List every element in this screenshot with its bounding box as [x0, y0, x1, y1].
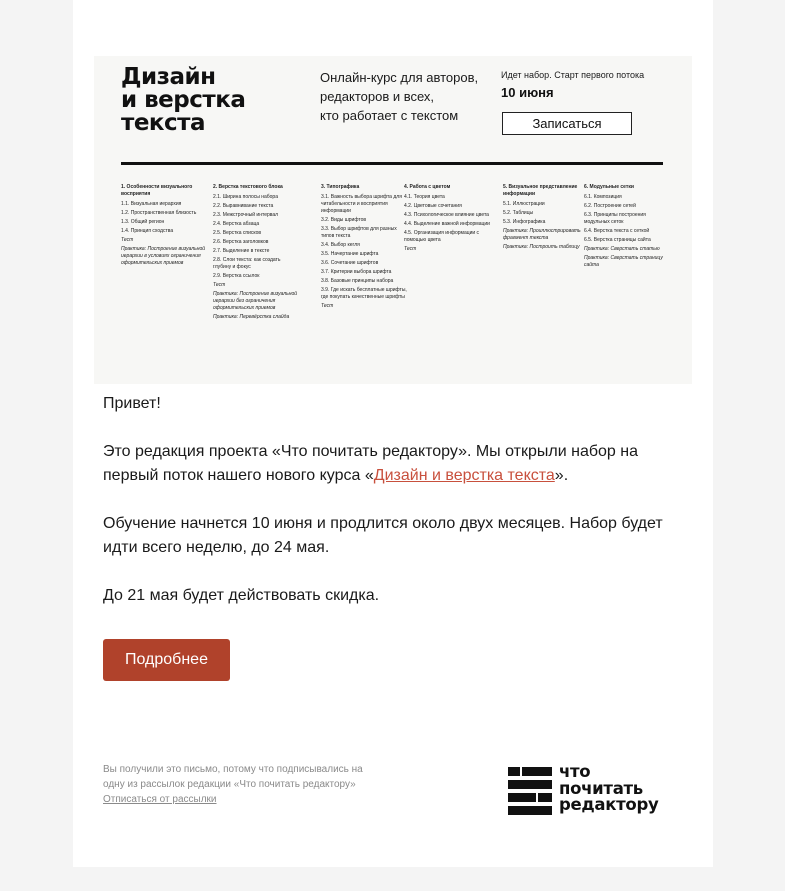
course-banner[interactable] [94, 56, 692, 384]
curriculum-item: Тест [213, 282, 226, 288]
banner-divider [121, 162, 663, 165]
banner-title [121, 66, 245, 135]
email-card [73, 0, 713, 867]
curriculum-item: 6.1. Композиция [584, 194, 622, 200]
curriculum-item: 6.5. Верстка страницы сайта [584, 237, 651, 243]
course-link[interactable]: Дизайн и верстка текста [373, 467, 555, 484]
curriculum-item: 1.2. Пространственная близость [121, 210, 197, 216]
curriculum-column-title: 1. Особенности визуального восприятия [121, 184, 193, 197]
curriculum-item: 4.4. Выделение важной информации [404, 221, 490, 227]
curriculum-column [121, 184, 207, 269]
greeting-text: Привет! [103, 395, 161, 412]
curriculum-item: 5.3. Инфографика [503, 219, 546, 225]
curriculum-column-title: 6. Модульные сетки [584, 184, 634, 190]
banner-title-line: текста [121, 110, 206, 136]
curriculum-column [584, 184, 670, 271]
curriculum-item: 5.2. Таблицы [503, 210, 534, 216]
curriculum-item: Практика: Перевёрстка слайда [213, 314, 290, 320]
curriculum-item: Практика: Построить таблицу [503, 244, 580, 250]
subscription-reason-text: Вы получили это письмо, потому что подписывались на одну из рассылок редакции «Что почитать редактору» [103, 764, 363, 790]
more-info-button[interactable]: Подробнее [103, 639, 230, 681]
discount-paragraph: До 21 мая будет действовать скидка. [103, 587, 380, 604]
curriculum-column-title: 2. Верстка текстового блока [213, 184, 283, 190]
schedule-paragraph: Обучение начнется 10 июня и продлится около двух месяцев. Набор будет идти всего неделю, до 24 мая. [103, 515, 663, 556]
curriculum-item: Практика: Сверстать страницу сайта [584, 255, 663, 268]
curriculum-item: Практика: Построение визуальной иерархии без ограничения оформительских приемов [213, 291, 298, 311]
curriculum-item: Практика: Сверстать статью [584, 246, 660, 252]
logo-line: что [559, 762, 591, 781]
curriculum-item: 3.9. Где искать бесплатные шрифты, где покупать качественные шрифты [321, 287, 407, 300]
intro-paragraph [103, 440, 683, 488]
curriculum-item: 1.1. Визуальная иерархия [121, 201, 182, 207]
banner-start-date: 10 июня [501, 85, 554, 100]
curriculum-column [213, 184, 299, 323]
curriculum-column-title: 3. Типографика [321, 184, 360, 190]
curriculum-item: 6.3. Принципы построения модульных сеток [584, 212, 646, 225]
banner-description [320, 68, 495, 125]
curriculum-item: 5.1. Иллюстрации [503, 201, 545, 207]
curriculum-item: 2.5. Верстка списков [213, 230, 262, 236]
banner-description-line: Онлайн-курс для авторов, [320, 70, 479, 85]
curriculum-item: 1.3. Общий регион [121, 219, 165, 225]
curriculum-item: 3.7. Критерии выбора шрифта [321, 269, 392, 275]
unsubscribe-link[interactable]: Отписаться от рассылки [103, 794, 217, 805]
curriculum-column [404, 184, 490, 255]
curriculum-item: 3.8. Базовые принципы набора [321, 278, 394, 284]
curriculum-column-title: 4. Работа с цветом [404, 184, 451, 190]
banner-enrollment-note: Идет набор. Старт первого потока [501, 70, 645, 80]
curriculum-item: 2.1. Ширина полосы набора [213, 194, 278, 200]
curriculum-item: 2.8. Слои текста: как создать глубину и фокус [213, 257, 281, 270]
logo-wordmark [559, 764, 658, 814]
curriculum-item: 2.2. Выравнивание текста [213, 203, 274, 209]
intro-text: Это редакция проекта «Что почитать редактору». Мы открыли набор на первый поток нашего нового курса « [103, 443, 638, 484]
curriculum-item: 3.3. Выбор шрифтов для разных типов текста [321, 226, 397, 239]
curriculum-item: 3.4. Выбор кегля [321, 242, 360, 248]
curriculum-item: Тест [121, 237, 134, 243]
curriculum-column [503, 184, 589, 253]
curriculum-item: 2.3. Межстрочный интервал [213, 212, 279, 218]
curriculum-item: 2.4. Верстка абзаца [213, 221, 260, 227]
curriculum-item: Тест [404, 246, 417, 252]
banner-signup-button[interactable]: Записаться [502, 112, 632, 135]
brand-logo[interactable] [508, 762, 688, 818]
curriculum-item: 6.2. Построение сетей [584, 203, 636, 209]
banner-title-line: Дизайн [121, 64, 216, 90]
footer-note [103, 762, 383, 807]
curriculum-item: Практика: Построение визуальной иерархии в условиях ограничения оформительских приемов [121, 246, 206, 266]
stacked-bars-logo-icon [508, 767, 552, 815]
logo-line: редактору [559, 795, 659, 814]
curriculum-item: 3.1. Важность выбора шрифта для читабельности и восприятия информации [321, 194, 402, 214]
curriculum-item: 4.1. Теория цвета [404, 194, 445, 200]
curriculum-item: 4.2. Цветовые сочетания [404, 203, 462, 209]
curriculum-item: 4.3. Психологическое влияние цвета [404, 212, 489, 218]
banner-description-line: кто работает с текстом [320, 108, 459, 123]
curriculum-item: 2.7. Выделение в тексте [213, 248, 270, 254]
curriculum-item: Тест [321, 303, 334, 309]
curriculum-item: 1.4. Принцип сходства [121, 228, 174, 234]
curriculum-item: Практика: Проиллюстрировать фрагмент текста [503, 228, 581, 241]
curriculum-item: 3.6. Сочетание шрифтов [321, 260, 379, 266]
curriculum-column [321, 184, 407, 312]
curriculum-item: 4.5. Организация информации с помощью цвета [404, 230, 480, 243]
curriculum-column-title: 5. Визуальное представление информации [503, 184, 578, 197]
curriculum-item: 3.2. Виды шрифтов [321, 217, 367, 223]
curriculum-item: 2.6. Верстка заголовков [213, 239, 269, 245]
banner-title-line: и верстка [121, 87, 246, 113]
intro-text-end: ». [554, 467, 569, 484]
curriculum-item: 3.5. Начертание шрифта [321, 251, 379, 257]
curriculum-item: 6.4. Верстка текста с сеткой [584, 228, 650, 234]
logo-line: почитать [559, 778, 643, 798]
banner-description-line: редакторов и всех, [320, 89, 435, 104]
curriculum-item: 2.9. Верстка ссылок [213, 273, 260, 279]
